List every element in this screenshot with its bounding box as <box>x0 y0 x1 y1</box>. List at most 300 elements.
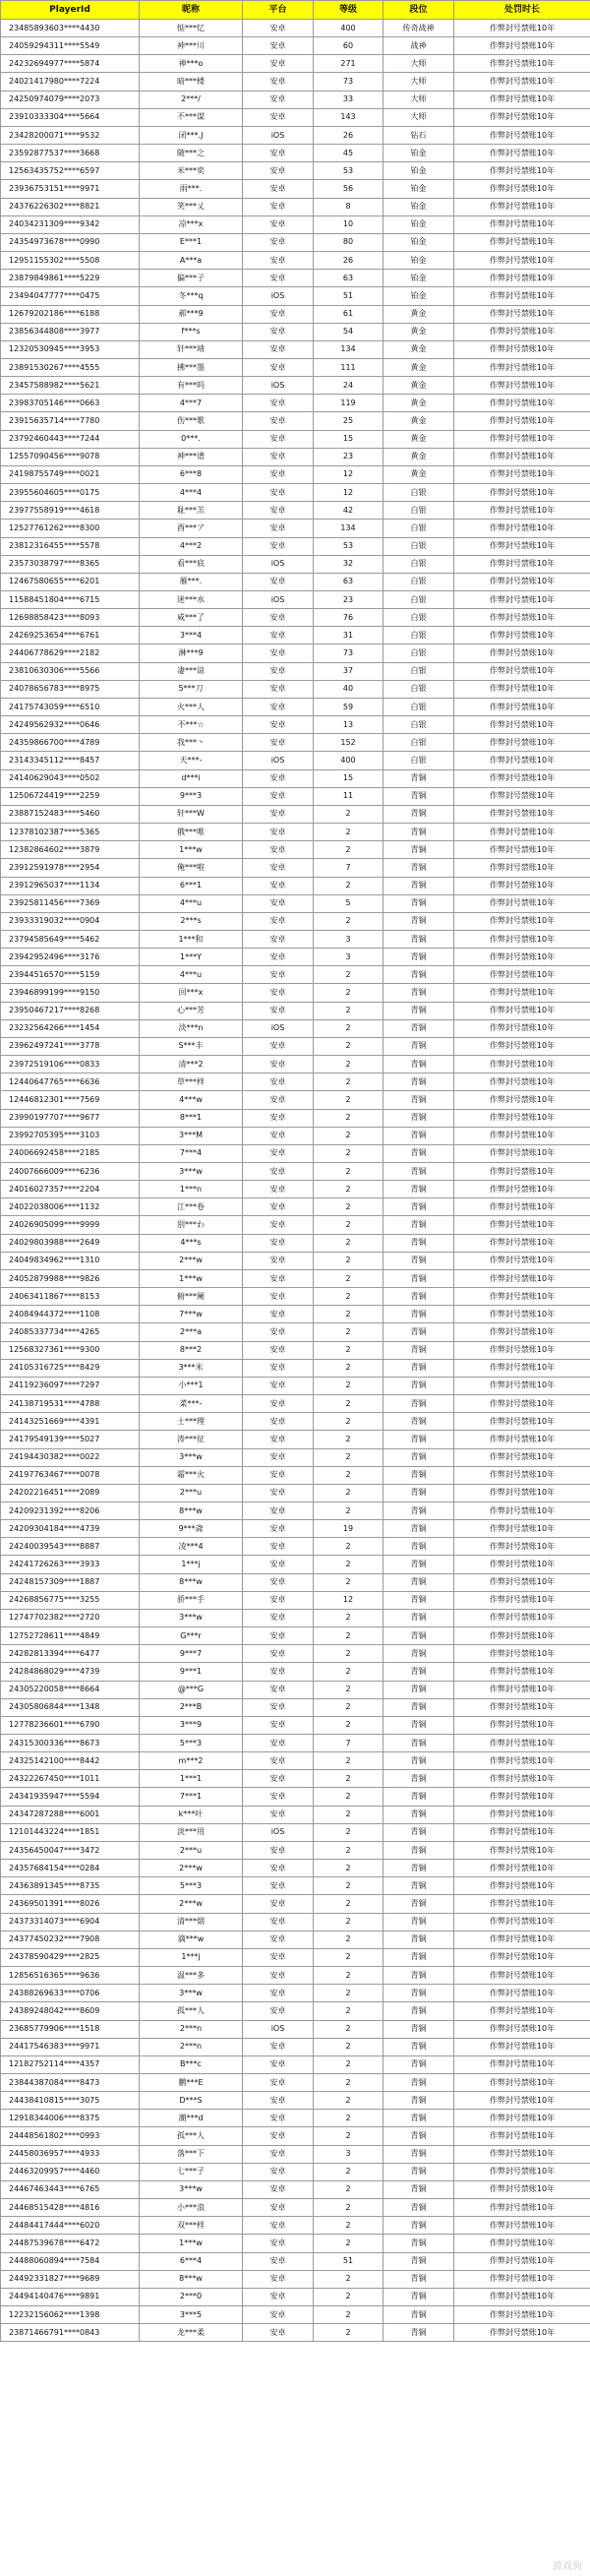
cell-rank: 青铜 <box>384 1663 454 1681</box>
cell-rank: 白银 <box>384 609 454 627</box>
cell-rank: 大师 <box>384 55 454 73</box>
cell-player-id: 24034231309****9342 <box>1 215 140 233</box>
cell-level: 2 <box>314 805 384 823</box>
cell-player-id: 23972519106****0833 <box>1 1056 140 1073</box>
cell-rank: 青铜 <box>384 1895 454 1913</box>
cell-penalty: 作弊封号禁账10年 <box>454 520 590 537</box>
table-row <box>1 180 590 198</box>
cell-level: 2 <box>314 1913 384 1931</box>
cell-nickname: 回***x <box>140 984 243 1002</box>
cell-player-id: 24209231392****8206 <box>1 1502 140 1519</box>
cell-penalty: 作弊封号禁账10年 <box>454 1002 590 1019</box>
cell-penalty: 作弊封号禁账10年 <box>454 1413 590 1431</box>
cell-penalty: 作弊封号禁账10年 <box>454 1895 590 1913</box>
cell-player-id: 23856344808****3977 <box>1 323 140 340</box>
cell-platform: 安卓 <box>243 644 314 662</box>
cell-player-id: 12320530945****3953 <box>1 340 140 358</box>
cell-rank: 青铜 <box>384 1181 454 1198</box>
cell-rank: 黄金 <box>384 340 454 358</box>
cell-nickname: 潮***d <box>140 2110 243 2127</box>
cell-nickname: 9***斋 <box>140 1520 243 1538</box>
cell-platform: 安卓 <box>243 2199 314 2217</box>
cell-platform: 安卓 <box>243 1627 314 1645</box>
cell-nickname: 惦***忆 <box>140 20 243 37</box>
cell-platform: 安卓 <box>243 1841 314 1859</box>
table-row <box>1 1181 590 1198</box>
cell-player-id: 24026905099****9999 <box>1 1216 140 1234</box>
cell-level: 2 <box>314 1985 384 2002</box>
cell-platform: 安卓 <box>243 1466 314 1484</box>
table-row <box>1 627 590 644</box>
cell-penalty: 作弊封号禁账10年 <box>454 180 590 198</box>
table-row <box>1 287 590 305</box>
cell-penalty: 作弊封号禁账10年 <box>454 877 590 894</box>
cell-player-id: 24359866700****4789 <box>1 734 140 752</box>
table-row <box>1 377 590 395</box>
cell-platform: 安卓 <box>243 734 314 752</box>
cell-level: 2 <box>314 1359 384 1377</box>
cell-nickname: 孤***人 <box>140 2127 243 2145</box>
cell-nickname: 轩***靖 <box>140 340 243 358</box>
header-penalty: 处罚时长 <box>454 1 590 20</box>
cell-platform: 安卓 <box>243 1556 314 1573</box>
cell-nickname: 1***Y <box>140 949 243 966</box>
cell-level: 2 <box>314 1502 384 1519</box>
table-row <box>1 108 590 126</box>
cell-player-id: 24484417444****6020 <box>1 2217 140 2235</box>
cell-level: 2 <box>314 2235 384 2252</box>
cell-nickname: 3***米 <box>140 1359 243 1377</box>
table-row <box>1 162 590 180</box>
cell-penalty: 作弊封号禁账10年 <box>454 448 590 465</box>
cell-rank: 铂金 <box>384 198 454 215</box>
cell-penalty: 作弊封号禁账10年 <box>454 358 590 376</box>
cell-player-id: 24305220058****8664 <box>1 1681 140 1698</box>
cell-rank: 白银 <box>384 752 454 769</box>
cell-player-id: 12440647765****6636 <box>1 1073 140 1091</box>
cell-penalty: 作弊封号禁账10年 <box>454 824 590 841</box>
cell-player-id: 23457588982****5621 <box>1 377 140 395</box>
cell-rank: 青铜 <box>384 1985 454 2002</box>
cell-player-id: 23955604605****0175 <box>1 484 140 502</box>
cell-penalty: 作弊封号禁账10年 <box>454 145 590 162</box>
cell-player-id: 24198755749****0021 <box>1 465 140 483</box>
table-row <box>1 1609 590 1626</box>
cell-penalty: 作弊封号禁账10年 <box>454 1198 590 1216</box>
cell-player-id: 24029803988****2649 <box>1 1234 140 1252</box>
cell-nickname: 7***1 <box>140 1788 243 1806</box>
cell-rank: 青铜 <box>384 1931 454 1948</box>
table-row <box>1 1448 590 1466</box>
cell-platform: iOS <box>243 1019 314 1037</box>
cell-penalty: 作弊封号禁账10年 <box>454 2324 590 2342</box>
cell-level: 134 <box>314 520 384 537</box>
cell-nickname: 1***j <box>140 1948 243 1966</box>
cell-nickname: 落***下 <box>140 2145 243 2163</box>
cell-penalty: 作弊封号禁账10年 <box>454 20 590 37</box>
cell-nickname: 小***1 <box>140 1377 243 1394</box>
cell-nickname: 拂***墨 <box>140 358 243 376</box>
cell-rank: 铂金 <box>384 252 454 270</box>
cell-penalty: 作弊封号禁账10年 <box>454 662 590 680</box>
cell-level: 23 <box>314 448 384 465</box>
cell-penalty: 作弊封号禁账10年 <box>454 2217 590 2235</box>
cell-nickname: 9***3 <box>140 787 243 805</box>
cell-rank: 白银 <box>384 537 454 555</box>
cell-platform: 安卓 <box>243 1431 314 1448</box>
table-row <box>1 1752 590 1770</box>
cell-platform: 安卓 <box>243 2180 314 2198</box>
cell-nickname: 凌***4 <box>140 1538 243 1556</box>
cell-level: 2 <box>314 1269 384 1287</box>
cell-platform: 安卓 <box>243 448 314 465</box>
cell-level: 25 <box>314 412 384 430</box>
cell-platform: 安卓 <box>243 1698 314 1716</box>
table-row <box>1 859 590 877</box>
cell-penalty: 作弊封号禁账10年 <box>454 1502 590 1519</box>
cell-platform: 安卓 <box>243 1645 314 1663</box>
table-row <box>1 2180 590 2198</box>
cell-level: 63 <box>314 270 384 287</box>
cell-player-id: 24059294311****5549 <box>1 37 140 55</box>
cell-penalty: 作弊封号禁账10年 <box>454 1056 590 1073</box>
cell-rank: 青铜 <box>384 1413 454 1431</box>
cell-rank: 青铜 <box>384 2163 454 2180</box>
cell-player-id: 23810630306****5566 <box>1 662 140 680</box>
cell-nickname: 清***烟 <box>140 1913 243 1931</box>
cell-platform: 安卓 <box>243 1252 314 1269</box>
cell-platform: 安卓 <box>243 323 314 340</box>
cell-rank: 青铜 <box>384 1538 454 1556</box>
cell-rank: 青铜 <box>384 2145 454 2163</box>
cell-level: 2 <box>314 1019 384 1037</box>
cell-player-id: 24463209957****4460 <box>1 2163 140 2180</box>
cell-level: 2 <box>314 1395 384 1413</box>
cell-nickname: 温***多 <box>140 1967 243 1985</box>
cell-nickname: 2***u <box>140 1841 243 1859</box>
cell-penalty: 作弊封号禁账10年 <box>454 1181 590 1198</box>
cell-nickname: 6***4 <box>140 2252 243 2270</box>
cell-penalty: 作弊封号禁账10年 <box>454 2038 590 2055</box>
cell-level: 2 <box>314 1860 384 1877</box>
cell-level: 2 <box>314 1645 384 1663</box>
cell-penalty: 作弊封号禁账10年 <box>454 2073 590 2091</box>
cell-player-id: 12918344006****8375 <box>1 2110 140 2127</box>
cell-rank: 青铜 <box>384 1002 454 1019</box>
cell-penalty: 作弊封号禁账10年 <box>454 716 590 734</box>
cell-nickname: 4***4 <box>140 484 243 502</box>
cell-platform: 安卓 <box>243 145 314 162</box>
cell-nickname: 耻***羔 <box>140 502 243 520</box>
cell-player-id: 24240039543****8887 <box>1 1538 140 1556</box>
cell-nickname: 2***/ <box>140 91 243 108</box>
cell-penalty: 作弊封号禁账10年 <box>454 894 590 912</box>
cell-nickname: 2***w <box>140 1860 243 1877</box>
table-row <box>1 1538 590 1556</box>
table-row <box>1 502 590 520</box>
cell-level: 2 <box>314 984 384 1002</box>
cell-platform: 安卓 <box>243 824 314 841</box>
cell-penalty: 作弊封号禁账10年 <box>454 984 590 1002</box>
cell-nickname: 小***浪 <box>140 2199 243 2217</box>
cell-player-id: 24388269633****0706 <box>1 1985 140 2002</box>
cell-level: 2 <box>314 1806 384 1823</box>
cell-nickname: 天***- <box>140 752 243 769</box>
table-row <box>1 1520 590 1538</box>
table-row <box>1 2092 590 2110</box>
cell-rank: 黄金 <box>384 395 454 412</box>
cell-level: 53 <box>314 162 384 180</box>
cell-nickname: 咸***了 <box>140 609 243 627</box>
cell-platform: 安卓 <box>243 305 314 323</box>
cell-platform: 安卓 <box>243 270 314 287</box>
cell-rank: 白银 <box>384 520 454 537</box>
cell-rank: 青铜 <box>384 1288 454 1306</box>
cell-player-id: 24284868029****4739 <box>1 1663 140 1681</box>
table-row <box>1 1377 590 1394</box>
cell-level: 7 <box>314 1735 384 1752</box>
cell-platform: 安卓 <box>243 233 314 251</box>
cell-penalty: 作弊封号禁账10年 <box>454 930 590 948</box>
cell-player-id: 23946899199****9150 <box>1 984 140 1002</box>
cell-level: 2 <box>314 1538 384 1556</box>
cell-player-id: 24022038006****1132 <box>1 1198 140 1216</box>
cell-nickname: 8***1 <box>140 1109 243 1127</box>
table-row <box>1 698 590 715</box>
cell-player-id: 24373314073****6904 <box>1 1913 140 1931</box>
cell-platform: 安卓 <box>243 716 314 734</box>
cell-rank: 黄金 <box>384 377 454 395</box>
table-row <box>1 1806 590 1823</box>
cell-nickname: 1***1 <box>140 1770 243 1788</box>
table-row <box>1 1359 590 1377</box>
cell-platform: 安卓 <box>243 1269 314 1287</box>
cell-player-id: 24389248042****8609 <box>1 2002 140 2020</box>
cell-rank: 青铜 <box>384 1073 454 1091</box>
cell-player-id: 24250974079****2073 <box>1 91 140 108</box>
cell-level: 2 <box>314 2270 384 2288</box>
cell-rank: 青铜 <box>384 1681 454 1698</box>
cell-platform: 安卓 <box>243 1663 314 1681</box>
cell-platform: 安卓 <box>243 1037 314 1055</box>
cell-penalty: 作弊封号禁账10年 <box>454 323 590 340</box>
cell-rank: 大师 <box>384 91 454 108</box>
cell-rank: 青铜 <box>384 2002 454 2020</box>
cell-nickname: 霜***火 <box>140 1466 243 1484</box>
cell-rank: 青铜 <box>384 1359 454 1377</box>
cell-penalty: 作弊封号禁账10年 <box>454 305 590 323</box>
cell-player-id: 24347287288****6001 <box>1 1806 140 1823</box>
cell-nickname: 4***s <box>140 1234 243 1252</box>
cell-platform: 安卓 <box>243 1163 314 1181</box>
cell-nickname: 菜***- <box>140 1395 243 1413</box>
cell-platform: 安卓 <box>243 1681 314 1698</box>
table-row <box>1 1306 590 1323</box>
cell-nickname: 神***o <box>140 55 243 73</box>
cell-rank: 青铜 <box>384 1431 454 1448</box>
cell-level: 2 <box>314 1770 384 1788</box>
cell-level: 24 <box>314 377 384 395</box>
cell-level: 2 <box>314 1877 384 1895</box>
cell-penalty: 作弊封号禁账10年 <box>454 1591 590 1609</box>
cell-rank: 青铜 <box>384 1609 454 1626</box>
cell-nickname: 5***3 <box>140 1877 243 1895</box>
cell-platform: 安卓 <box>243 1913 314 1931</box>
cell-penalty: 作弊封号禁账10年 <box>454 1377 590 1394</box>
cell-penalty: 作弊封号禁账10年 <box>454 412 590 430</box>
cell-player-id: 24487539678****6472 <box>1 2235 140 2252</box>
cell-platform: 安卓 <box>243 930 314 948</box>
cell-level: 2 <box>314 1306 384 1323</box>
cell-player-id: 24105316725****8429 <box>1 1359 140 1377</box>
cell-penalty: 作弊封号禁账10年 <box>454 1860 590 1877</box>
cell-level: 12 <box>314 484 384 502</box>
cell-level: 33 <box>314 91 384 108</box>
cell-platform: 安卓 <box>243 1002 314 1019</box>
cell-rank: 青铜 <box>384 1770 454 1788</box>
cell-level: 5 <box>314 894 384 912</box>
cell-nickname: A***a <box>140 252 243 270</box>
table-row <box>1 734 590 752</box>
cell-player-id: 23950467217****8268 <box>1 1002 140 1019</box>
cell-level: 15 <box>314 769 384 787</box>
cell-rank: 白银 <box>384 591 454 609</box>
cell-nickname: 9***7 <box>140 1645 243 1663</box>
cell-penalty: 作弊封号禁账10年 <box>454 1681 590 1698</box>
cell-player-id: 24138719531****4788 <box>1 1395 140 1413</box>
cell-penalty: 作弊封号禁账10年 <box>454 2270 590 2288</box>
cell-nickname: f***s <box>140 323 243 340</box>
cell-rank: 青铜 <box>384 1377 454 1394</box>
table-row <box>1 2020 590 2038</box>
table-row <box>1 520 590 537</box>
cell-rank: 青铜 <box>384 2110 454 2127</box>
table-row <box>1 1591 590 1609</box>
cell-nickname: 0***. <box>140 430 243 448</box>
cell-penalty: 作弊封号禁账10年 <box>454 1144 590 1162</box>
cell-nickname: 8***w <box>140 1502 243 1519</box>
table-row <box>1 1163 590 1181</box>
cell-penalty: 作弊封号禁账10年 <box>454 2235 590 2252</box>
cell-level: 2 <box>314 1609 384 1626</box>
header-player-id: PlayerId <box>1 1 140 20</box>
table-row <box>1 1895 590 1913</box>
table-row <box>1 2199 590 2217</box>
cell-penalty: 作弊封号禁账10年 <box>454 1359 590 1377</box>
cell-penalty: 作弊封号禁账10年 <box>454 377 590 395</box>
cell-penalty: 作弊封号禁账10年 <box>454 1931 590 1948</box>
cell-level: 2 <box>314 1091 384 1109</box>
cell-nickname: 7***w <box>140 1306 243 1323</box>
cell-rank: 青铜 <box>384 1591 454 1609</box>
cell-penalty: 作弊封号禁账10年 <box>454 2145 590 2163</box>
cell-nickname: 涛***征 <box>140 1431 243 1448</box>
cell-platform: 安卓 <box>243 108 314 126</box>
cell-platform: iOS <box>243 287 314 305</box>
cell-nickname: 看***底 <box>140 555 243 573</box>
table-row <box>1 1770 590 1788</box>
table-row <box>1 949 590 966</box>
cell-rank: 青铜 <box>384 2270 454 2288</box>
cell-penalty: 作弊封号禁账10年 <box>454 1609 590 1626</box>
table-body <box>1 20 590 2342</box>
cell-player-id: 23592877537****3668 <box>1 145 140 162</box>
table-row <box>1 555 590 573</box>
table-row <box>1 537 590 555</box>
cell-rank: 青铜 <box>384 1306 454 1323</box>
table-row <box>1 2217 590 2235</box>
table-row <box>1 358 590 376</box>
cell-player-id: 23794585649****5462 <box>1 930 140 948</box>
cell-level: 63 <box>314 573 384 590</box>
cell-rank: 铂金 <box>384 215 454 233</box>
cell-nickname: 轩***W <box>140 805 243 823</box>
cell-player-id: 12232156062****1398 <box>1 2306 140 2324</box>
watermark: 游戏狗 <box>553 2561 582 2572</box>
cell-level: 23 <box>314 591 384 609</box>
cell-penalty: 作弊封号禁账10年 <box>454 287 590 305</box>
cell-rank: 青铜 <box>384 805 454 823</box>
cell-penalty: 作弊封号禁账10年 <box>454 252 590 270</box>
table-row <box>1 1627 590 1645</box>
cell-player-id: 24369501391****8026 <box>1 1895 140 1913</box>
table-row <box>1 126 590 144</box>
cell-rank: 青铜 <box>384 1341 454 1359</box>
cell-player-id: 24268856775****3255 <box>1 1591 140 1609</box>
table-row <box>1 2127 590 2145</box>
cell-level: 2 <box>314 1198 384 1216</box>
cell-player-id: 24357684154****0284 <box>1 1860 140 1877</box>
cell-platform: iOS <box>243 1823 314 1841</box>
cell-level: 2 <box>314 1823 384 1841</box>
cell-platform: 安卓 <box>243 787 314 805</box>
cell-player-id: 23936753151****9971 <box>1 180 140 198</box>
cell-level: 2 <box>314 1931 384 1948</box>
cell-rank: 青铜 <box>384 1823 454 1841</box>
cell-rank: 白银 <box>384 644 454 662</box>
cell-penalty: 作弊封号禁账10年 <box>454 1019 590 1037</box>
cell-rank: 青铜 <box>384 1627 454 1645</box>
cell-rank: 青铜 <box>384 1948 454 1966</box>
cell-penalty: 作弊封号禁账10年 <box>454 2020 590 2038</box>
cell-platform: 安卓 <box>243 859 314 877</box>
cell-rank: 青铜 <box>384 1395 454 1413</box>
cell-penalty: 作弊封号禁账10年 <box>454 484 590 502</box>
cell-rank: 大师 <box>384 108 454 126</box>
cell-platform: 安卓 <box>243 1216 314 1234</box>
cell-platform: 安卓 <box>243 573 314 590</box>
cell-level: 2 <box>314 1341 384 1359</box>
table-row <box>1 1681 590 1698</box>
cell-penalty: 作弊封号禁账10年 <box>454 465 590 483</box>
cell-platform: 安卓 <box>243 1538 314 1556</box>
table-row <box>1 1573 590 1591</box>
cell-level: 2 <box>314 1556 384 1573</box>
cell-player-id: 24140629043****0502 <box>1 769 140 787</box>
cell-nickname: 淡***用 <box>140 1823 243 1841</box>
cell-nickname: 3***9 <box>140 1716 243 1734</box>
cell-rank: 白银 <box>384 698 454 715</box>
cell-platform: 安卓 <box>243 662 314 680</box>
table-row <box>1 1466 590 1484</box>
cell-penalty: 作弊封号禁账10年 <box>454 108 590 126</box>
cell-rank: 青铜 <box>384 1056 454 1073</box>
table-row <box>1 930 590 948</box>
cell-penalty: 作弊封号禁账10年 <box>454 591 590 609</box>
cell-platform: 安卓 <box>243 180 314 198</box>
cell-player-id: 23990197707****9677 <box>1 1109 140 1127</box>
cell-nickname: 4***w <box>140 1091 243 1109</box>
